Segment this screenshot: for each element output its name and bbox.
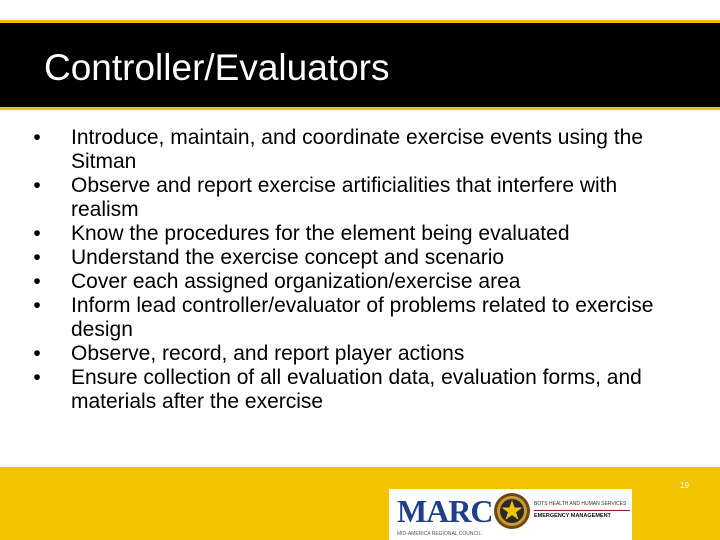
bullet-text: Know the procedures for the element being evaluated bbox=[71, 222, 570, 245]
em-logo-divider bbox=[534, 510, 630, 511]
emergency-management-logo-text bbox=[534, 501, 630, 520]
bullet-text: Observe, record, and report player actions bbox=[71, 342, 465, 365]
bullet-marker: • bbox=[33, 246, 41, 269]
bullet-marker: • bbox=[33, 270, 41, 293]
bullet-marker: • bbox=[33, 174, 41, 197]
marc-logo-wordmark: MARC bbox=[397, 493, 493, 529]
bullet-item bbox=[30, 294, 680, 342]
page-number: 19 bbox=[680, 481, 689, 490]
bullet-text: Introduce, maintain, and coordinate exercise events using the Sitman bbox=[71, 126, 644, 173]
bullet-marker: • bbox=[33, 342, 41, 365]
bullet-text: Cover each assigned organization/exercise area bbox=[71, 270, 521, 293]
bullet-text: Inform lead controller/evaluator of problems related to exercise design bbox=[71, 294, 654, 341]
bullet-item bbox=[30, 246, 680, 270]
bullet-text: Observe and report exercise artificialities that interfere with realism bbox=[71, 174, 618, 221]
em-logo-line1: BOTS HEALTH AND HUMAN SERVICES bbox=[534, 501, 627, 507]
bullet-item bbox=[30, 126, 680, 174]
marc-logo-subtitle: MID-AMERICA REGIONAL COUNCIL bbox=[397, 531, 482, 537]
bullet-marker: • bbox=[33, 126, 41, 149]
bullet-marker: • bbox=[33, 366, 41, 389]
bullet-text: Ensure collection of all evaluation data, evaluation forms, and materials after the exercise bbox=[71, 366, 642, 413]
bullet-marker: • bbox=[33, 294, 41, 317]
bullet-item bbox=[30, 270, 680, 294]
bullet-item bbox=[30, 222, 680, 246]
bullet-item bbox=[30, 342, 680, 366]
star-seal-icon bbox=[493, 492, 531, 530]
bullet-text: Understand the exercise concept and scenario bbox=[71, 246, 505, 269]
bullet-marker: • bbox=[33, 222, 41, 245]
bullet-item bbox=[30, 174, 680, 222]
title-underline bbox=[0, 107, 720, 110]
bullet-list bbox=[30, 126, 680, 414]
slide-title: Controller/Evaluators bbox=[44, 47, 390, 88]
em-logo-line2: EMERGENCY MANAGEMENT bbox=[534, 513, 611, 519]
marc-logo bbox=[397, 493, 493, 537]
footer-logo-panel bbox=[389, 489, 632, 540]
bullet-item bbox=[30, 366, 680, 414]
